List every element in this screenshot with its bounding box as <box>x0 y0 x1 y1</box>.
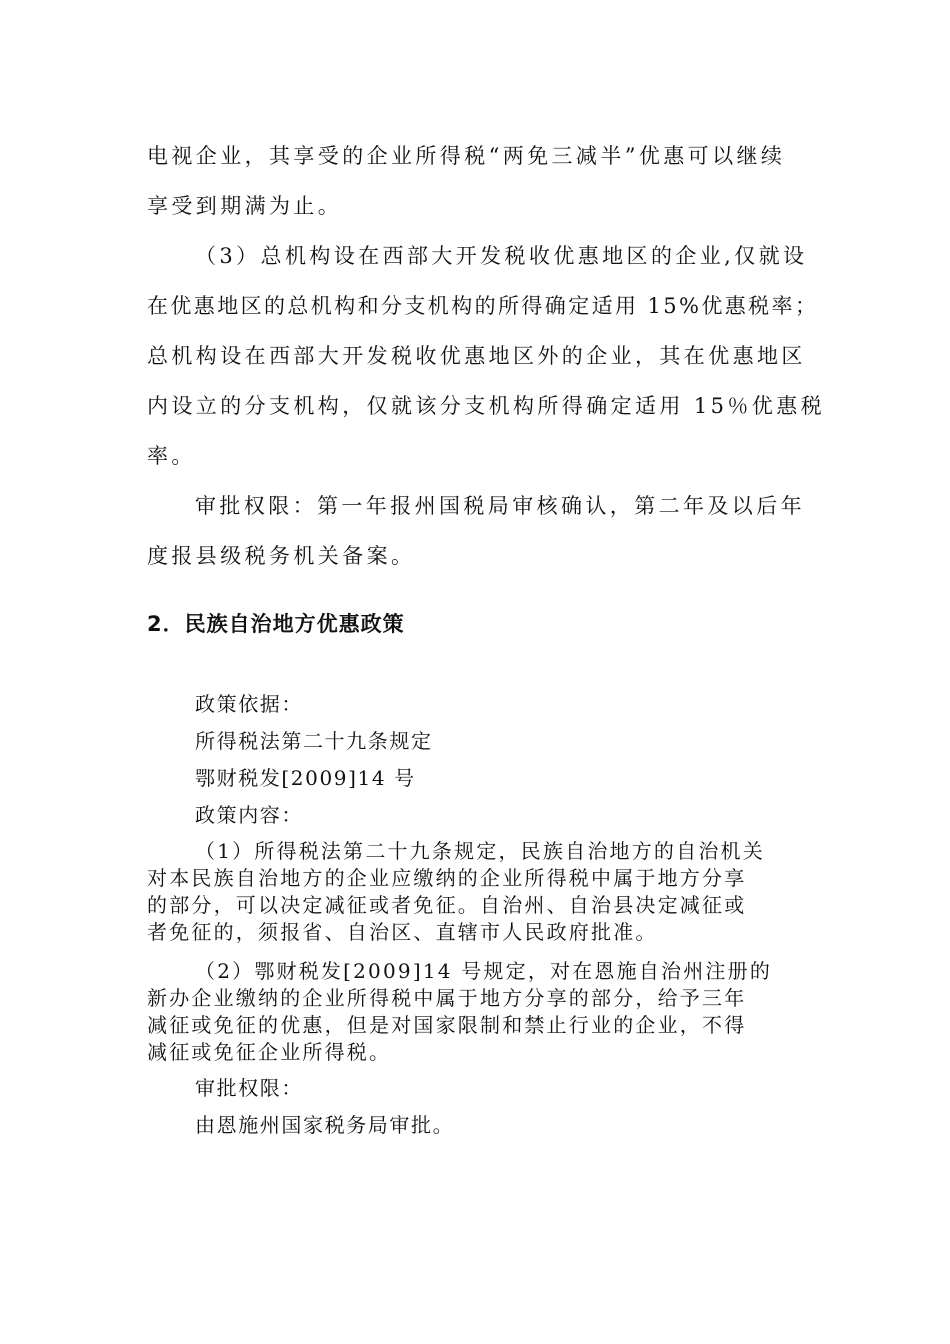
paragraph-line: （3）总机构设在西部大开发税收优惠地区的企业,仅就设 <box>195 244 808 268</box>
paragraph-line: 减征或免征的优惠，但是对国家限制和禁止行业的企业，不得 <box>147 1013 747 1037</box>
paragraph-line: 总机构设在西部大开发税收优惠地区外的企业，其在优惠地区 <box>147 344 806 368</box>
paragraph-line: 度报县级税务机关备案。 <box>147 544 416 568</box>
label-approval-authority: 审批权限： <box>195 1076 303 1100</box>
paragraph-line: 享受到期满为止。 <box>147 194 343 218</box>
section-heading: 2．民族自治地方优惠政策 <box>147 612 405 636</box>
policy-basis-item: 鄂财税发[2009]14 号 <box>195 766 416 790</box>
paragraph-line: 者免征的，须报省、自治区、直辖市人民政府批准。 <box>147 920 658 944</box>
policy-basis-item: 所得税法第二十九条规定 <box>195 729 433 753</box>
approval-authority-text: 由恩施州国家税务局审批。 <box>195 1113 455 1137</box>
paragraph-line: 率。 <box>147 444 196 468</box>
label-policy-content: 政策内容： <box>195 803 303 827</box>
paragraph-line: 对本民族自治地方的企业应缴纳的企业所得税中属于地方分享 <box>147 866 747 890</box>
paragraph-line: 的部分，可以决定减征或者免征。自治州、自治县决定减征或 <box>147 893 747 917</box>
paragraph-line: 在优惠地区的总机构和分支机构的所得确定适用 15%优惠税率； <box>147 294 819 318</box>
paragraph-line: （1）所得税法第二十九条规定，民族自治地方的自治机关 <box>195 839 765 863</box>
paragraph-line: 新办企业缴纳的企业所得税中属于地方分享的部分，给予三年 <box>147 986 747 1010</box>
label-policy-basis: 政策依据： <box>195 692 303 716</box>
paragraph-line: 电视企业，其享受的企业所得税“两免三减半”优惠可以继续 <box>147 144 786 168</box>
paragraph-line: 内设立的分支机构，仅就该分支机构所得确定适用 15％优惠税 <box>147 394 825 418</box>
paragraph-line: （2）鄂财税发[2009]14 号规定，对在恩施自治州注册的 <box>195 959 773 983</box>
paragraph-line: 减征或免征企业所得税。 <box>147 1040 392 1064</box>
paragraph-line: 审批权限：第一年报州国税局审核确认，第二年及以后年 <box>195 494 805 518</box>
